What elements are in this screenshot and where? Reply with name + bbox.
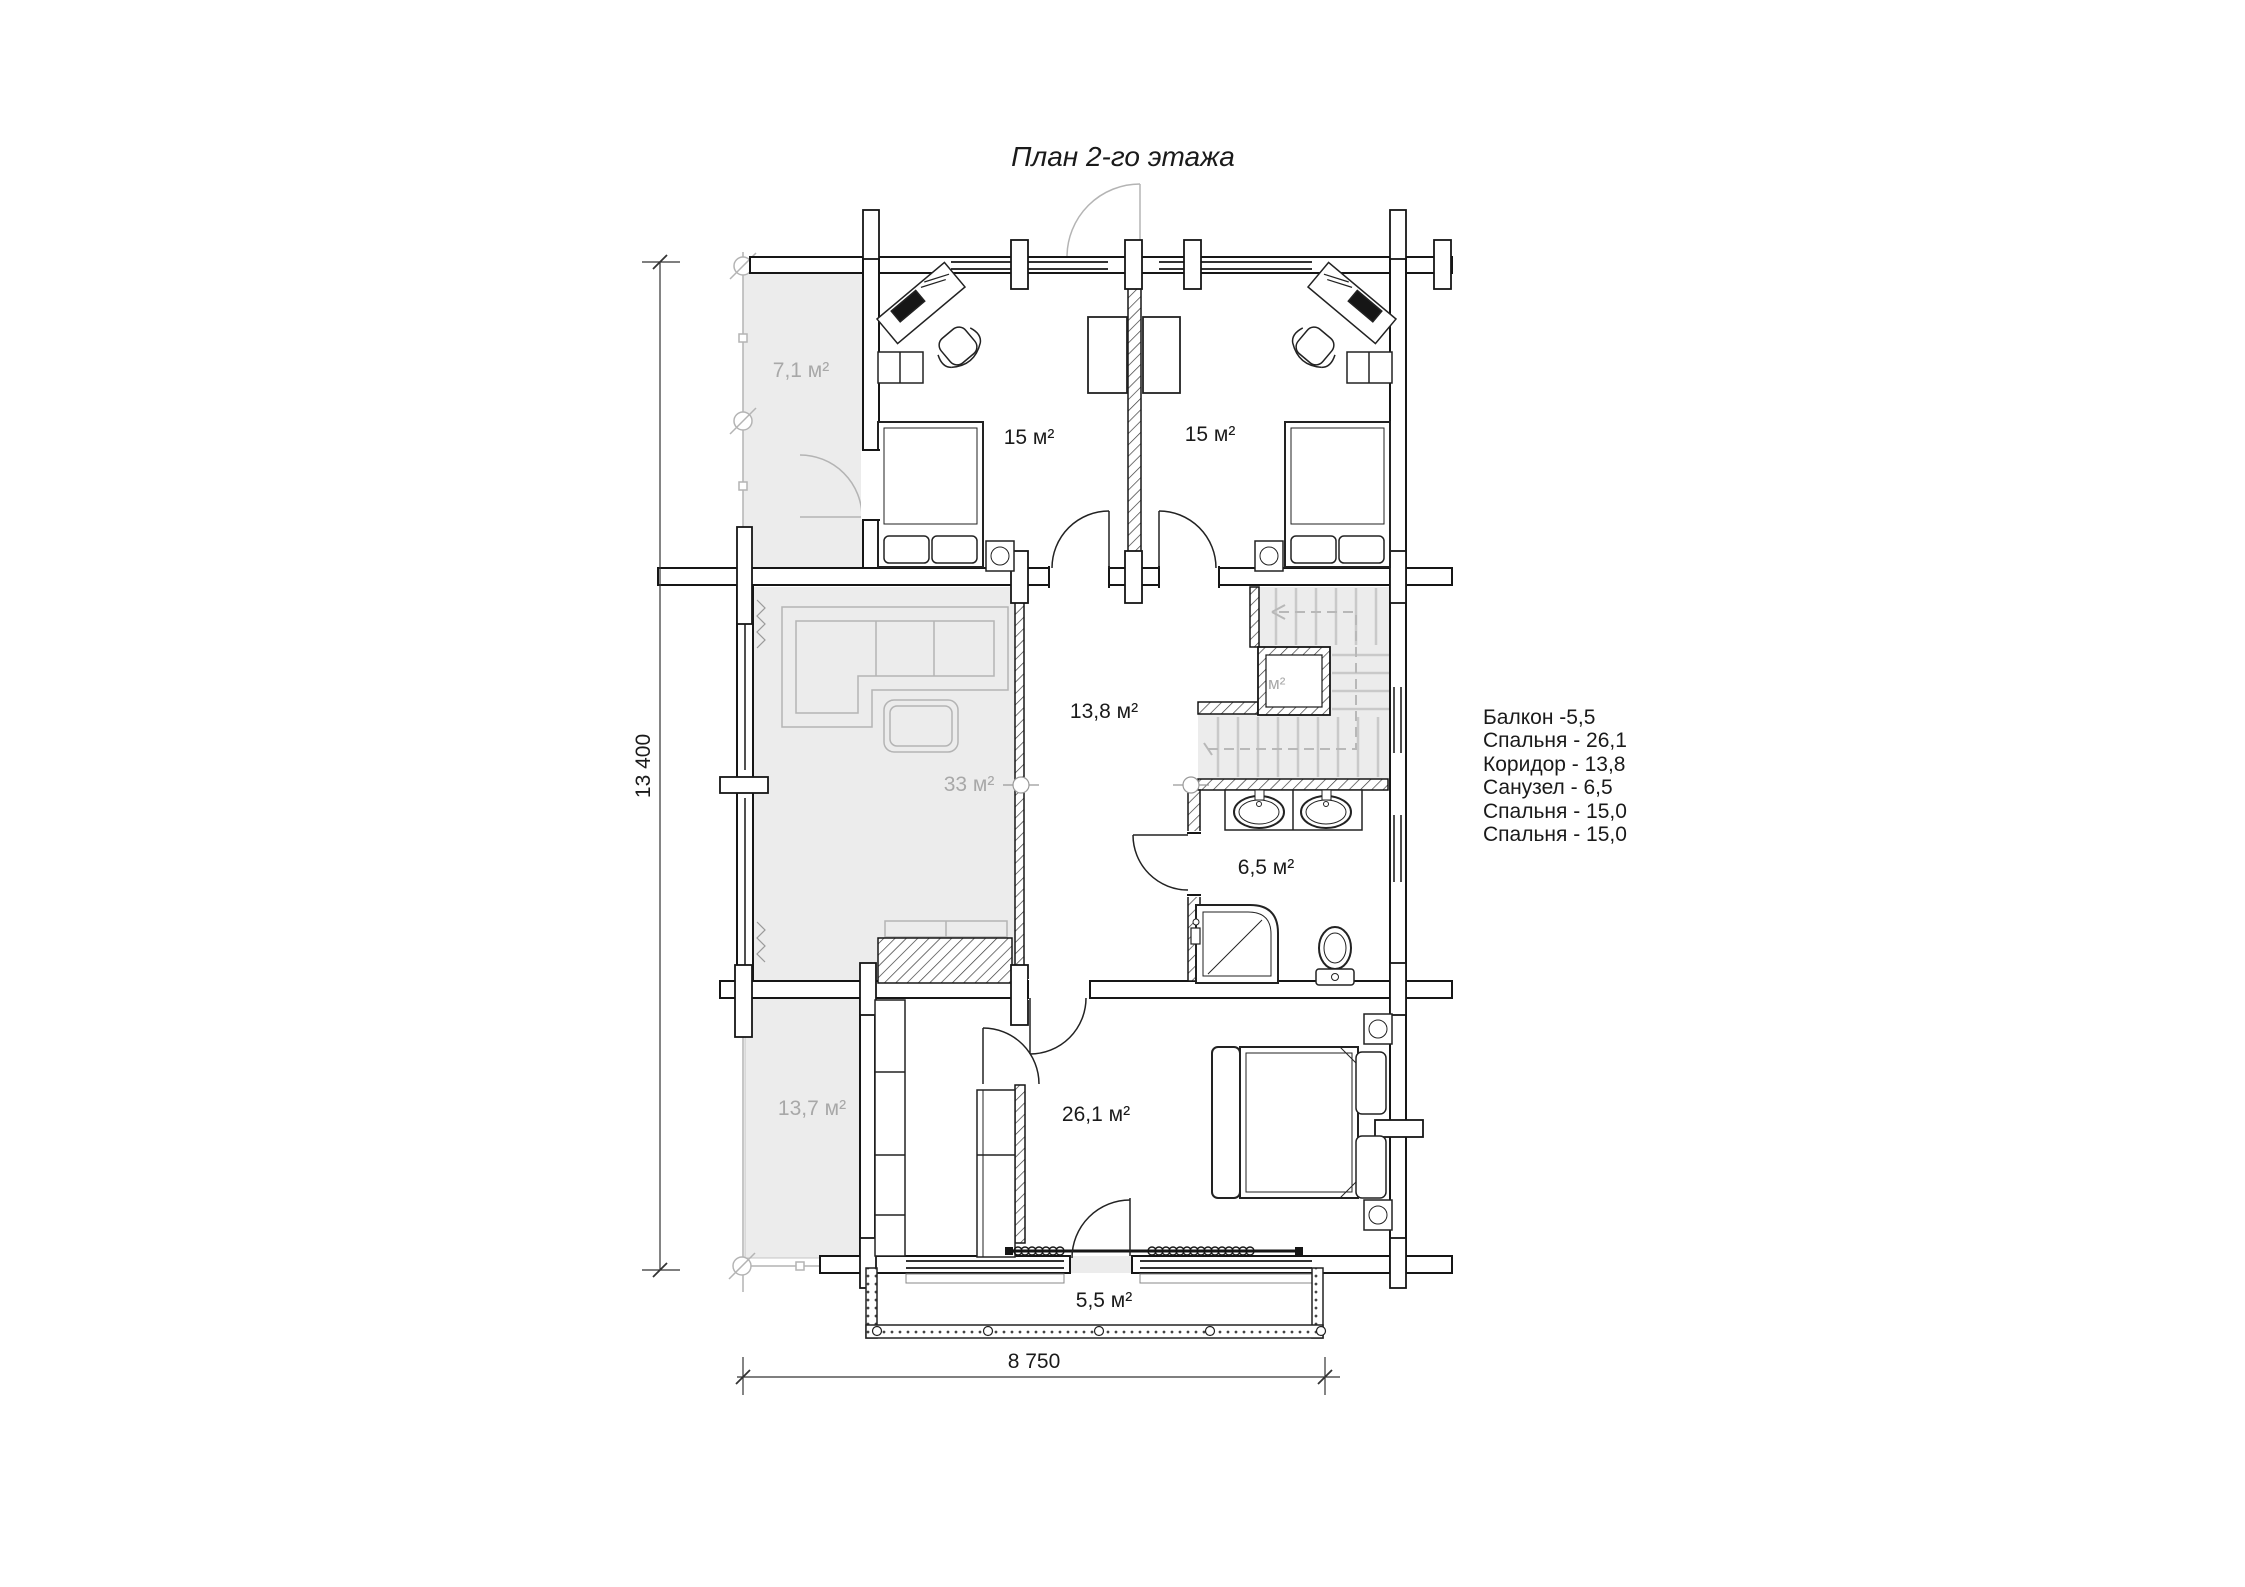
stair-wall-vertical [1250, 587, 1259, 647]
room-label-living-open: 33 м² [943, 773, 995, 796]
room-label-stair-shaft: м² [1268, 674, 1286, 693]
window-sill [906, 1274, 1064, 1283]
window-sill [1140, 1274, 1312, 1283]
wall-left-lower [860, 998, 875, 1256]
room-label-balcony-top: 7,1 м² [772, 359, 830, 382]
bathroom-wall-left-a [1188, 790, 1200, 835]
door-bedroom-left [1052, 511, 1109, 568]
shelf-right [1347, 352, 1392, 383]
axis-marker [729, 1253, 755, 1279]
wall-left-upper [863, 257, 879, 568]
shelf-left [878, 352, 923, 383]
bed-right [1285, 422, 1390, 567]
room-label-bedroom-master: 26,1 м² [1061, 1103, 1131, 1126]
room-label-bedroom-right: 15 м² [1184, 423, 1236, 446]
legend-item-5: Спальня - 15,0 [1483, 823, 1627, 846]
built-in-closet-hatched [878, 938, 1012, 983]
room-label-bathroom: 6,5 м² [1237, 856, 1295, 879]
chair-right [1285, 319, 1343, 375]
partition-bedrooms [1128, 273, 1141, 568]
shower [1191, 905, 1278, 983]
door-bathroom [1133, 835, 1188, 890]
door-bedroom-master [1030, 998, 1086, 1054]
door-balcony-bottom [1072, 1198, 1130, 1258]
toilet [1316, 927, 1354, 985]
dimension-vertical-label: 13 400 [632, 733, 655, 799]
bed-left [878, 422, 983, 567]
door-bedroom-right [1159, 511, 1216, 568]
room-label-roof-below: 13,7 м² [777, 1097, 847, 1120]
nightstand [1364, 1200, 1392, 1230]
axis-markers-on-walls [1003, 777, 1209, 793]
wardrobe-right [1143, 317, 1180, 393]
legend-item-1: Спальня - 26,1 [1483, 729, 1627, 752]
drawing-title: План 2-го этажа [1011, 141, 1235, 172]
bathroom-wall-top [1198, 779, 1388, 790]
room-label-corridor: 13,8 м² [1069, 700, 1139, 723]
dimension-left [632, 255, 680, 1277]
nightstand [986, 541, 1014, 571]
closet-column-inner [977, 1090, 1015, 1257]
plumbing [1191, 790, 1362, 985]
chair-left [930, 319, 988, 375]
legend [1483, 706, 1627, 846]
nightstand [1255, 541, 1283, 571]
legend-item-2: Коридор - 13,8 [1483, 753, 1626, 776]
legend-item-3: Санузел - 6,5 [1483, 776, 1613, 799]
room-label-balcony-bottom: 5,5 м² [1075, 1289, 1133, 1312]
room-label-bedroom-left: 15 м² [1003, 426, 1055, 449]
nightstand [1364, 1014, 1392, 1044]
dimension-horizontal-label: 8 750 [1007, 1350, 1061, 1373]
legend-item-4: Спальня - 15,0 [1483, 800, 1627, 823]
legend-item-0: Балкон -5,5 [1483, 706, 1596, 729]
wardrobe-left [1088, 317, 1127, 393]
stair-wall-horizontal [1198, 702, 1258, 714]
dimension-bottom [736, 1350, 1340, 1395]
partition-master [1015, 1085, 1025, 1243]
closet-column-left [875, 1000, 905, 1256]
bed-master [1212, 1047, 1386, 1198]
